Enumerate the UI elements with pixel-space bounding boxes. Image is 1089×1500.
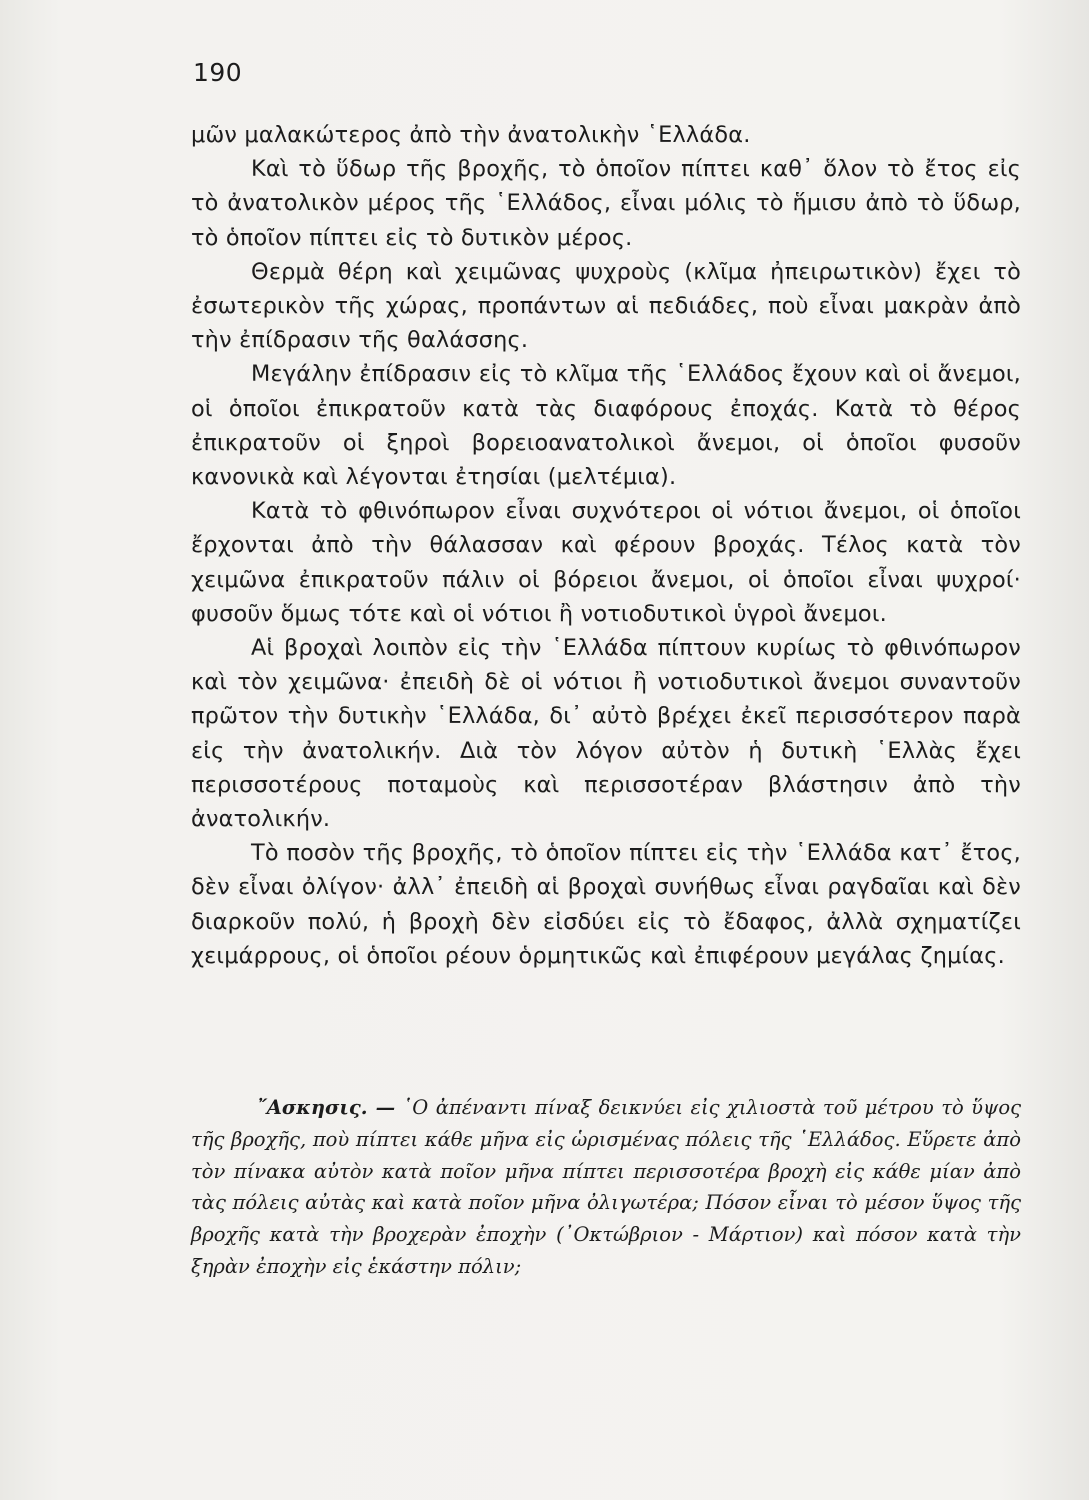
paragraph-4: Μεγάλην ἐπίδρασιν εἰς τὸ κλῖμα τῆς ῾Ελλάδος ἔχουν καὶ οἱ ἄνεμοι, οἱ ὁποῖοι ἐπικρατοῦν κατὰ τὰς διαφόρους ἐποχάς. Κατὰ τὸ θέρος ἐπικρατοῦν οἱ ξηροὶ βορειοανατολικοὶ ἄνεμοι, οἱ ὁποῖοι φυσοῦν κανονικὰ καὶ λέγονται ἐτησίαι (μελτέμια). — [191, 361, 1021, 491]
paragraph-3: Θερμὰ θέρη καὶ χειμῶνας ψυχροὺς (κλῖμα ἠπειρωτικὸν) ἔχει τὸ ἐσωτερικὸν τῆς χώρας, προπάντων αἱ πεδιάδες, ποὺ εἶναι μακρὰν ἀπὸ τὴν ἐπίδρασιν τῆς θαλάσσης. — [191, 258, 1021, 354]
paragraph-2: Καὶ τὸ ὕδωρ τῆς βροχῆς, τὸ ὁποῖον πίπτει καθ᾿ ὅλον τὸ ἔτος εἰς τὸ ἀνατολικὸν μέρος τῆς ῾Ελλάδος, εἶναι μόλις τὸ ἥμισυ ἀπὸ τὸ ὕδωρ, τὸ ὁποῖον πίπτει εἰς τὸ δυτικὸν μέρος. — [191, 156, 1021, 251]
body-text — [191, 118, 1021, 973]
exercise-text: ῾Ο ἀπέναντι πίναξ δεικνύει εἰς χιλιοστὰ τοῦ μέτρου τὸ ὕψος τῆς βροχῆς, ποὺ πίπτει κάθε μῆνα εἰς ὡρισμένας πόλεις τῆς ῾Ελλάδος. Εὕρετε ἀπὸ τὸν πίνακα αὐτὸν κατὰ ποῖον μῆνα πίπτει περισσοτέρα βροχὴ εἰς κάθε μίαν ἀπὸ τὰς πόλεις αὐτὰς καὶ κατὰ ποῖον μῆνα ὀλιγωτέρα; Πόσον εἶναι τὸ μέσον ὕψος τῆς βροχῆς κατὰ τὴν βροχερὰν ἐποχὴν (᾿Οκτώβριον - Μάρτιον) καὶ πόσον κατὰ τὴν ξηρὰν ἐποχὴν εἰς ἑκάστην πόλιν; — [191, 1096, 1021, 1278]
exercise-title: ῎Ασκησις. — — [257, 1096, 396, 1119]
paragraph-1: μῶν μαλακώτερος ἀπὸ τὴν ἀνατολικὴν ῾Ελλάδα. — [191, 122, 751, 148]
paragraph-5: Κατὰ τὸ φθινόπωρον εἶναι συχνότεροι οἱ νότιοι ἄνεμοι, οἱ ὁποῖοι ἔρχονται ἀπὸ τὴν θάλασσαν καὶ φέρουν βροχάς. Τέλος κατὰ τὸν χειμῶνα ἐπικρατοῦν πάλιν οἱ βόρειοι ἄνεμοι, οἱ ὁποῖοι εἶναι ψυχροί· φυσοῦν ὅμως τότε καὶ οἱ νότιοι ἢ νοτιοδυτικοὶ ὑγροὶ ἄνεμοι. — [191, 498, 1021, 627]
paragraph-6: Αἱ βροχαὶ λοιπὸν εἰς τὴν ῾Ελλάδα πίπτουν κυρίως τὸ φθινόπωρον καὶ τὸν χειμῶνα· ἐπειδὴ δὲ οἱ νότιοι ἢ νοτιοδυτικοὶ ἄνεμοι συναντοῦν πρῶτον τὴν δυτικὴν ῾Ελλάδα, δι᾿ αὐτὸ βρέχει ἐκεῖ περισσότερον παρὰ εἰς τὴν ἀνατολικήν. Διὰ τὸν λόγον αὐτὸν ἡ δυτικὴ ῾Ελλὰς ἔχει περισσοτέρους ποταμοὺς καὶ περισσοτέραν βλάστησιν ἀπὸ τὴν ἀνατολικήν. — [191, 635, 1021, 833]
page-number: 190 — [193, 58, 243, 87]
paragraph-7: Τὸ ποσὸν τῆς βροχῆς, τὸ ὁποῖον πίπτει εἰς τὴν ῾Ελλάδα κατ᾿ ἔτος, δὲν εἶναι ὀλίγον· ἀλλ᾿ ἐπειδὴ αἱ βροχαὶ συνήθως εἶναι ραγδαῖαι καὶ δὲν διαρκοῦν πολύ, ἡ βροχὴ δὲν εἰσδύει εἰς τὸ ἔδαφος, ἀλλὰ σχηματίζει χειμάρρους, οἱ ὁποῖοι ρέουν ὁρμητικῶς καὶ ἐπιφέρουν μεγάλας ζημίας. — [191, 840, 1021, 969]
exercise-block — [191, 1092, 1021, 1283]
exercise-paragraph — [191, 1092, 1021, 1283]
